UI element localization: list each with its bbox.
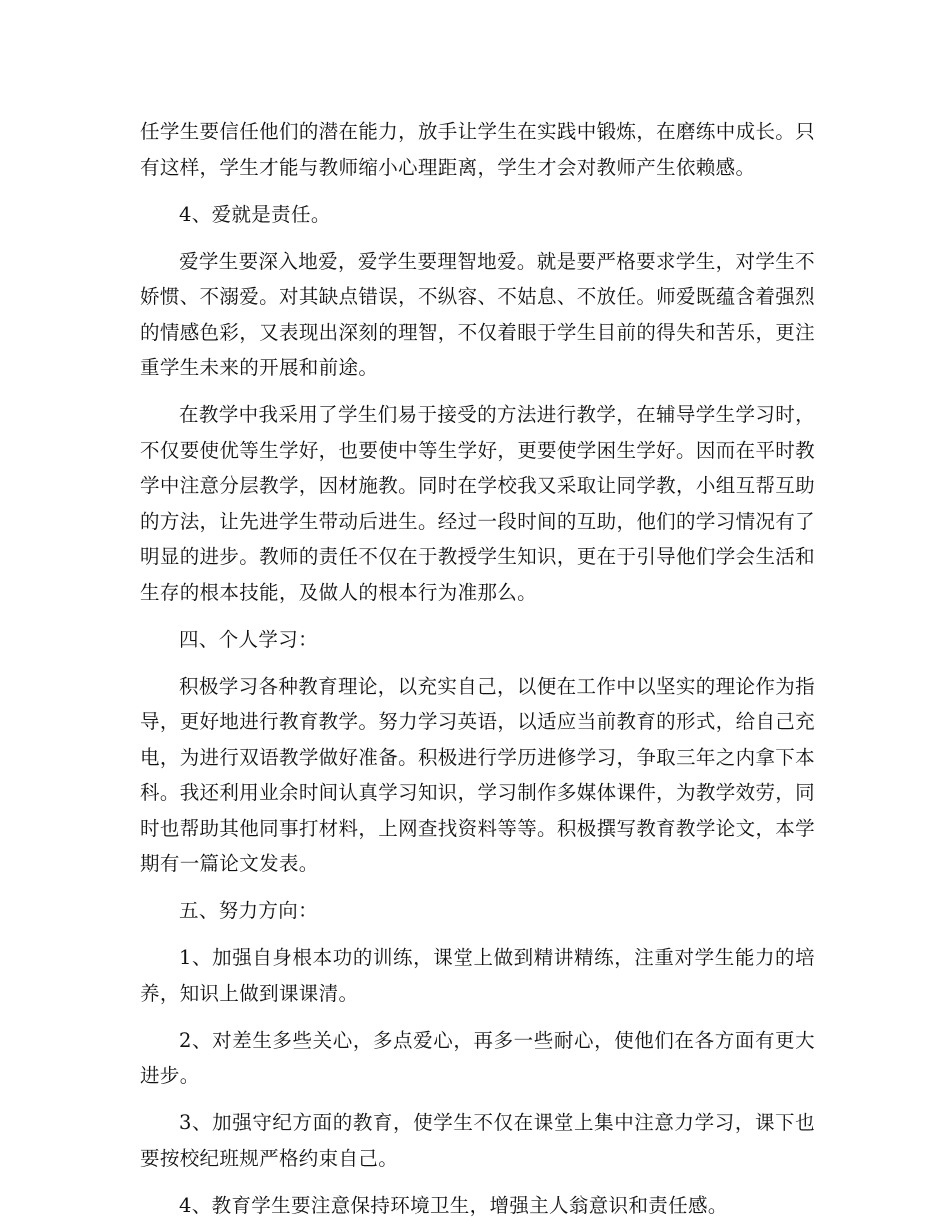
list-item-3: 3、加强守纪方面的教育，使学生不仅在课堂上集中注意力学习，课下也要按校纪班规严格约束自己。 [140,1111,815,1170]
list-item-1: 1、加强自身根本功的训练，课堂上做到精讲精练，注重对学生能力的培养，知识上做到课课清。 [140,946,815,1005]
document-body [140,114,815,1223]
paragraph-teaching-methods: 在教学中我采用了学生们易于接受的方法进行教学，在辅导学生学习时，不仅要使优等生学好，也要使中等生学好，更要使学困生学好。因而在平时教学中注意分层教学，因材施教。同时在学校我又采取让同学教，小组互帮互助的方法，让先进学生带动后进生。经过一段时间的互助，他们的学习情况有了明显的进步。教师的责任不仅在于教授学生知识，更在于引导他们学会生活和生存的根本技能，及做人的根本行为准那么。 [140,403,815,604]
paragraph-continuation: 任学生要信任他们的潜在能力，放手让学生在实践中锻炼，在磨练中成长。只有这样，学生才能与教师缩小心理距离，学生才会对教师产生依赖感。 [140,120,815,179]
list-item-4: 4、教育学生要注意保持环境卫生，增强主人翁意识和责任感。 [179,1193,728,1217]
heading-love-is-responsibility: 4、爱就是责任。 [179,202,331,226]
heading-direction-of-effort: 五、努力方向： [179,899,318,922]
list-item-2: 2、对差生多些关心，多点爱心，再多一些耐心，使他们在各方面有更大进步。 [140,1028,815,1087]
paragraph-personal-study: 积极学习各种教育理论，以充实自己，以便在工作中以坚实的理论作为指导，更好地进行教育教学。努力学习英语，以适应当前教育的形式，给自己充电，为进行双语教学做好准备。积极进行学历进修学习，争取三年之内拿下本科。我还利用业余时间认真学习知识，学习制作多媒体课件，为教学效劳，同时也帮助其他同事打材料，上网查找资料等等。积极撰写教育教学论文，本学期有一篇论文发表。 [140,674,815,875]
paragraph-love-students: 爱学生要深入地爱，爱学生要理智地爱。就是要严格要求学生，对学生不娇惯、不溺爱。对其缺点错误，不纵容、不姑息、不放任。师爱既蕴含着强烈的情感色彩，又表现出深刻的理智，不仅着眼于学生目前的得失和苦乐，更注重学生未来的开展和前途。 [140,249,815,379]
heading-personal-study: 四、个人学习： [179,627,318,651]
